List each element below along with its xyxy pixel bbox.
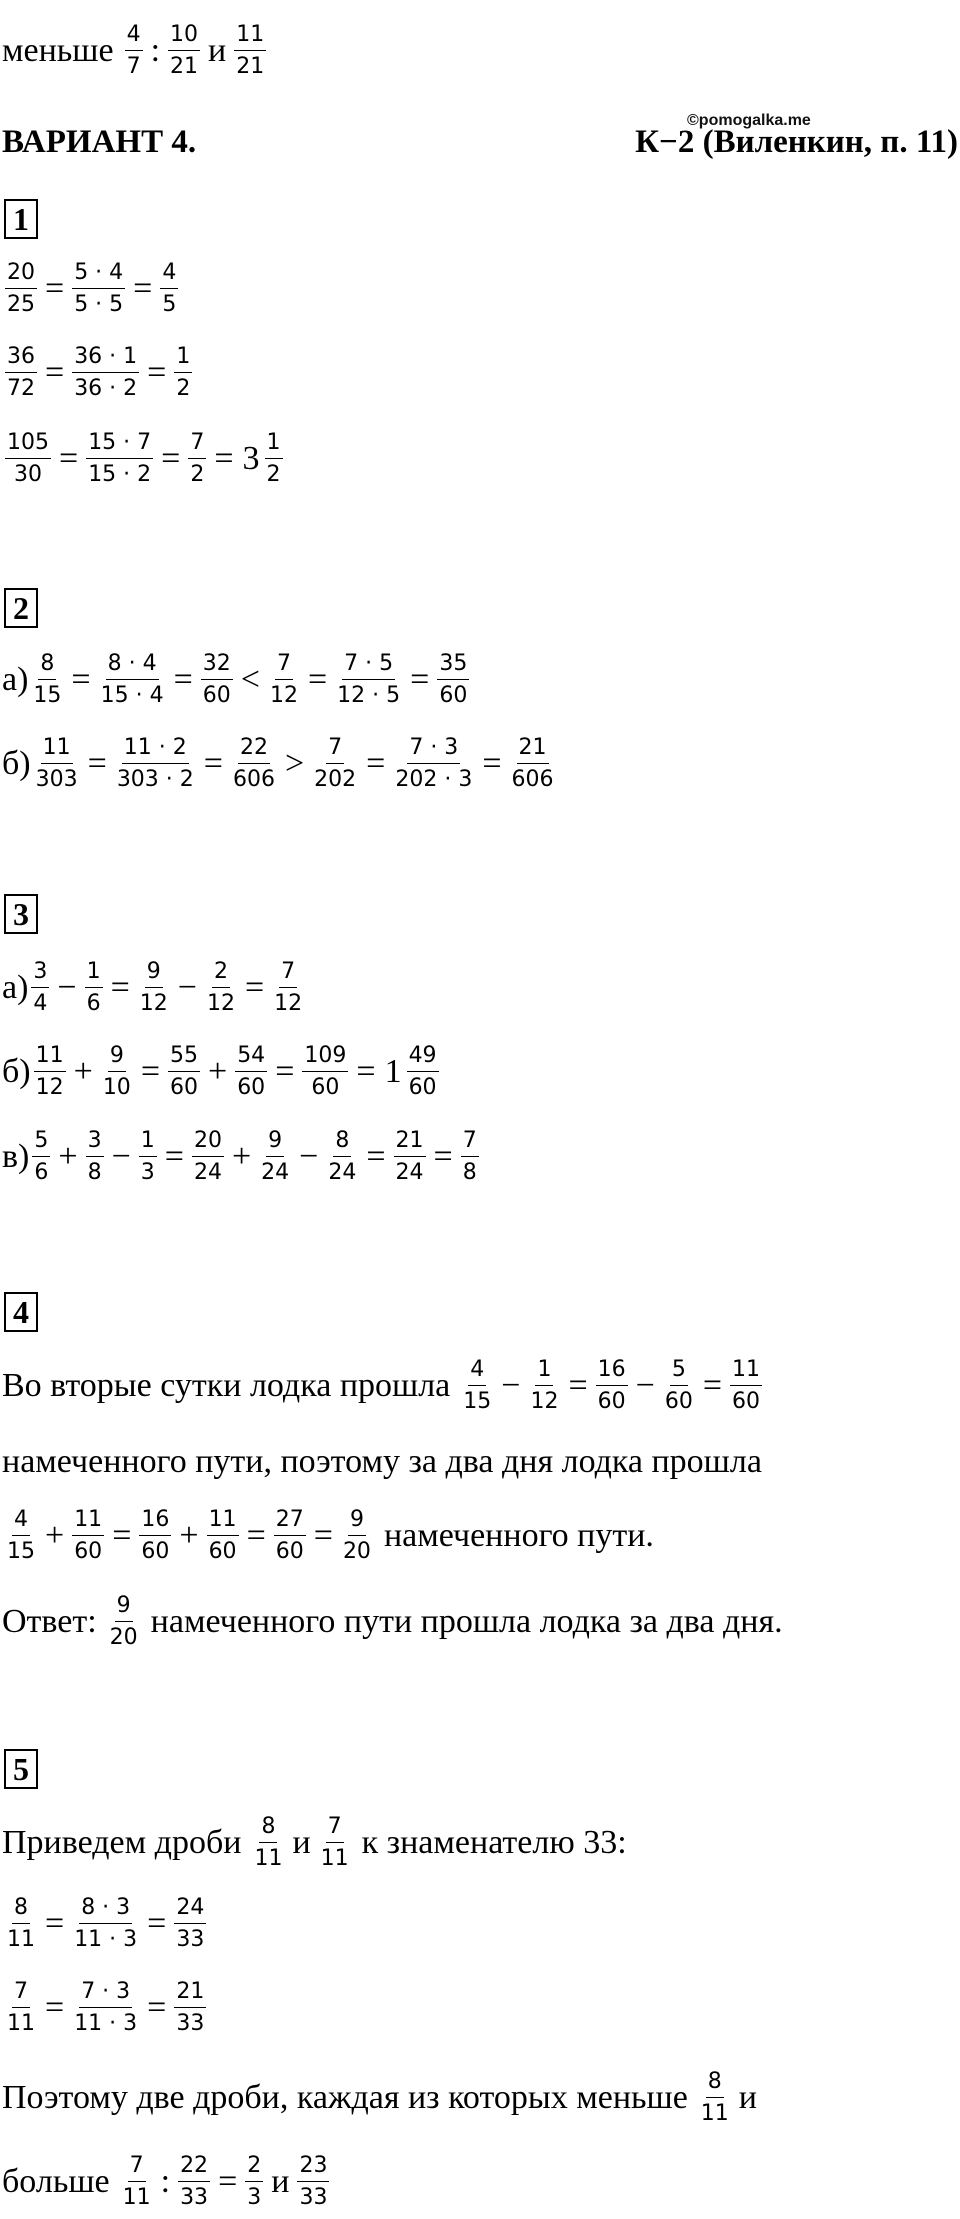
task-number-5: 5 (4, 1749, 38, 1789)
task1-row (2, 344, 195, 402)
paragraph-text: Приведем дроби (2, 1823, 242, 1861)
equals-symbol: = (246, 1516, 266, 1554)
fraction: $\frac{1}{3}$ (140, 1128, 155, 1186)
equals-symbol: = (482, 744, 502, 782)
task1-row (2, 430, 286, 488)
colon-symbol: : (150, 31, 161, 69)
task4-line-3 (2, 1507, 654, 1565)
fraction: $\frac{55}{60}$ (170, 1043, 198, 1101)
task3-row-b (2, 1043, 442, 1101)
fraction: $\frac{7}{8}$ (462, 1128, 477, 1186)
item-label: а) (2, 660, 29, 698)
fraction: $\frac{105}{30}$ (7, 430, 49, 488)
fraction: $\frac{7 \cdot 3}{202 \cdot 3}$ (395, 735, 473, 793)
fraction: $\frac{4}{15}$ (463, 1357, 492, 1415)
minus-symbol: − (177, 968, 197, 1006)
paragraph-text: намеченного пути. (383, 1516, 654, 1554)
fraction: $\frac{1}{6}$ (86, 959, 101, 1017)
fraction: $\frac{7}{2}$ (190, 430, 205, 488)
equals-symbol: = (366, 744, 386, 782)
fraction: $\frac{2}{12}$ (206, 959, 235, 1017)
and-word: и (738, 2078, 757, 2116)
fraction: $\frac{7}{11}$ (7, 1979, 35, 2037)
fraction: $\frac{1}{2}$ (266, 430, 281, 488)
fraction: $\frac{7}{202}$ (314, 735, 357, 793)
task5-row-1 (2, 1895, 209, 1953)
fraction: $\frac{9}{10}$ (102, 1043, 131, 1101)
plus-symbol: + (45, 1516, 65, 1554)
task4-answer (2, 1593, 783, 1651)
fraction: $\frac{21}{24}$ (395, 1128, 424, 1186)
paragraph-text: больше (2, 2162, 110, 2200)
fraction: $\frac{3}{4}$ (33, 959, 48, 1017)
fraction: $\frac{11}{60}$ (732, 1357, 761, 1415)
equals-symbol: = (45, 1988, 65, 2026)
equals-symbol: = (568, 1366, 588, 1404)
task3-row-c (2, 1128, 482, 1186)
equals-symbol: = (45, 353, 65, 391)
fraction: $\frac{8}{15}$ (33, 651, 62, 709)
equals-symbol: = (161, 439, 181, 477)
task2-row-a (2, 651, 472, 709)
fraction: $\frac{15 \cdot 7}{15 \cdot 2}$ (88, 430, 152, 488)
fraction: $\frac{36}{72}$ (7, 344, 35, 402)
equals-symbol: = (110, 968, 130, 1006)
item-label: б) (2, 744, 31, 782)
top-text: меньше (2, 31, 114, 69)
equals-symbol: = (45, 1904, 65, 1942)
fraction: $\frac{23}{33}$ (299, 2153, 328, 2211)
fraction: $\frac{5}{60}$ (664, 1357, 693, 1415)
fraction: $\frac{11 \cdot 2}{303 \cdot 2}$ (116, 735, 194, 793)
fraction: $\frac{7}{12}$ (269, 651, 298, 709)
plus-symbol: + (208, 1052, 228, 1090)
equals-symbol: = (702, 1366, 723, 1404)
fraction: $\frac{16}{60}$ (141, 1507, 170, 1565)
item-label: в) (2, 1137, 30, 1175)
fraction: $\frac{8 \cdot 3}{11 \cdot 3}$ (74, 1895, 138, 1953)
equals-symbol: = (87, 744, 107, 782)
minus-symbol: − (57, 968, 77, 1006)
minus-symbol: − (299, 1137, 319, 1175)
less-than-symbol: < (240, 660, 260, 698)
task3-row-a (2, 959, 307, 1017)
equals-symbol: = (173, 660, 193, 698)
task-number-4: 4 (4, 1292, 38, 1332)
fraction: $\frac{11}{60}$ (74, 1507, 103, 1565)
equals-symbol: = (203, 744, 223, 782)
fraction: $\frac{11}{21}$ (236, 22, 265, 80)
equals-symbol: = (244, 968, 265, 1006)
fraction: $\frac{11}{303}$ (35, 735, 78, 793)
fraction: $\frac{7 \cdot 3}{11 \cdot 3}$ (74, 1979, 138, 2037)
fraction: $\frac{20}{24}$ (193, 1128, 222, 1186)
equals-symbol: = (164, 1137, 184, 1175)
paragraph-text: Во вторые сутки лодка прошла (2, 1366, 451, 1404)
minus-symbol: − (111, 1137, 131, 1175)
plus-symbol: + (231, 1137, 252, 1175)
equals-symbol: = (366, 1137, 386, 1175)
task1-row (2, 260, 181, 318)
task5-intro (2, 1814, 627, 1872)
equals-symbol: = (140, 1052, 160, 1090)
and-word: и (208, 31, 227, 69)
equals-symbol: = (275, 1052, 295, 1090)
equals-symbol: = (356, 1052, 376, 1090)
fraction: $\frac{54}{60}$ (237, 1043, 266, 1101)
fraction: $\frac{1}{12}$ (530, 1357, 559, 1415)
paragraph-text: намеченного пути прошла лодка за два дня. (150, 1602, 783, 1640)
equals-symbol: = (433, 1137, 453, 1175)
task-number-3: 3 (4, 894, 38, 934)
fraction: $\frac{9}{24}$ (261, 1128, 290, 1186)
fraction: $\frac{8 \cdot 4}{15 \cdot 4}$ (100, 651, 164, 709)
task-number-2: 2 (4, 588, 38, 628)
fraction: $\frac{36 \cdot 1}{36 \cdot 2}$ (74, 344, 138, 402)
fraction: $\frac{35}{60}$ (439, 651, 468, 709)
fraction: $\frac{5 \cdot 4}{5 \cdot 5}$ (74, 260, 124, 318)
item-label: б) (2, 1052, 31, 1090)
equals-symbol: = (147, 1904, 167, 1942)
equals-symbol: = (307, 660, 328, 698)
and-word: и (292, 1823, 311, 1861)
top-line (2, 22, 269, 80)
answer-label: Ответ: (2, 1602, 97, 1640)
fraction: $\frac{9}{20}$ (109, 1593, 138, 1651)
fraction: $\frac{8}{11}$ (700, 2069, 729, 2127)
fraction: $\frac{4}{7}$ (126, 22, 141, 80)
paragraph-text: Поэтому две дроби, каждая из которых меньше (2, 2078, 688, 2116)
equals-symbol: = (59, 439, 79, 477)
paragraph-text: намеченного пути, поэтому за два дня лодка прошла (2, 1443, 762, 1480)
equals-symbol: = (313, 1516, 333, 1554)
watermark: ©pomogalka.me (687, 112, 811, 129)
fraction: $\frac{22}{606}$ (232, 735, 275, 793)
paragraph-text: к знаменателю 33: (361, 1823, 627, 1861)
variant-title: ВАРИАНТ 4. (2, 124, 197, 160)
fraction: $\frac{4}{15}$ (7, 1507, 35, 1565)
minus-symbol: − (635, 1366, 655, 1404)
task-number-1: 1 (4, 199, 38, 239)
fraction: $\frac{24}{33}$ (176, 1895, 205, 1953)
task5-row-2 (2, 1979, 209, 2037)
fraction: $\frac{9}{20}$ (342, 1507, 371, 1565)
fraction: $\frac{10}{21}$ (170, 22, 199, 80)
task5-conclusion (2, 2069, 762, 2127)
task2-row-b (2, 735, 559, 793)
fraction: $\frac{27}{60}$ (275, 1507, 304, 1565)
equals-symbol: = (147, 353, 167, 391)
fraction: $\frac{109}{60}$ (304, 1043, 347, 1101)
fraction: $\frac{21}{33}$ (176, 1979, 205, 2037)
fraction: $\frac{5}{6}$ (34, 1128, 49, 1186)
fraction: $\frac{7 \cdot 5}{12 \cdot 5}$ (337, 651, 401, 709)
fraction: $\frac{3}{8}$ (87, 1128, 102, 1186)
fraction: $\frac{11}{12}$ (35, 1043, 64, 1101)
greater-than-symbol: > (284, 744, 305, 782)
fraction: $\frac{22}{33}$ (180, 2153, 209, 2211)
fraction: $\frac{20}{25}$ (7, 260, 35, 318)
source-title: К−2 (Виленкин, п. 11) (635, 124, 958, 160)
minus-symbol: − (501, 1366, 521, 1404)
fraction: $\frac{4}{5}$ (162, 260, 177, 318)
equals-symbol: = (133, 269, 153, 307)
fraction: $\frac{8}{24}$ (328, 1128, 357, 1186)
fraction: $\frac{21}{606}$ (511, 735, 554, 793)
task5-last-line (2, 2153, 332, 2211)
colon-symbol: : (160, 2162, 171, 2200)
fraction: $\frac{11}{60}$ (208, 1507, 237, 1565)
task4-line-2 (2, 1445, 762, 1479)
fraction: $\frac{8}{11}$ (7, 1895, 35, 1953)
fraction: $\frac{7}{11}$ (122, 2153, 151, 2211)
fraction: $\frac{7}{12}$ (274, 959, 303, 1017)
fraction: $\frac{16}{60}$ (597, 1357, 626, 1415)
fraction: $\frac{49}{60}$ (408, 1043, 437, 1101)
plus-symbol: + (179, 1516, 199, 1554)
fraction: $\frac{2}{3}$ (247, 2153, 262, 2211)
fraction: $\frac{7}{11}$ (320, 1814, 349, 1872)
whole-part: 3 (242, 439, 260, 477)
equals-symbol: = (112, 1516, 132, 1554)
whole-part: 1 (384, 1052, 402, 1090)
and-word: и (271, 2162, 290, 2200)
equals-symbol: = (147, 1988, 167, 2026)
equals-symbol: = (218, 2162, 238, 2200)
equals-symbol: = (410, 660, 430, 698)
equals-symbol: = (45, 269, 65, 307)
fraction: $\frac{32}{60}$ (202, 651, 231, 709)
equals-symbol: = (71, 660, 91, 698)
plus-symbol: + (58, 1137, 78, 1175)
equals-symbol: = (214, 439, 234, 477)
plus-symbol: + (73, 1052, 93, 1090)
fraction: $\frac{8}{11}$ (254, 1814, 283, 1872)
fraction: $\frac{1}{2}$ (176, 344, 191, 402)
task4-line-1 (2, 1357, 765, 1415)
item-label: а) (2, 968, 29, 1006)
fraction: $\frac{9}{12}$ (139, 959, 168, 1017)
